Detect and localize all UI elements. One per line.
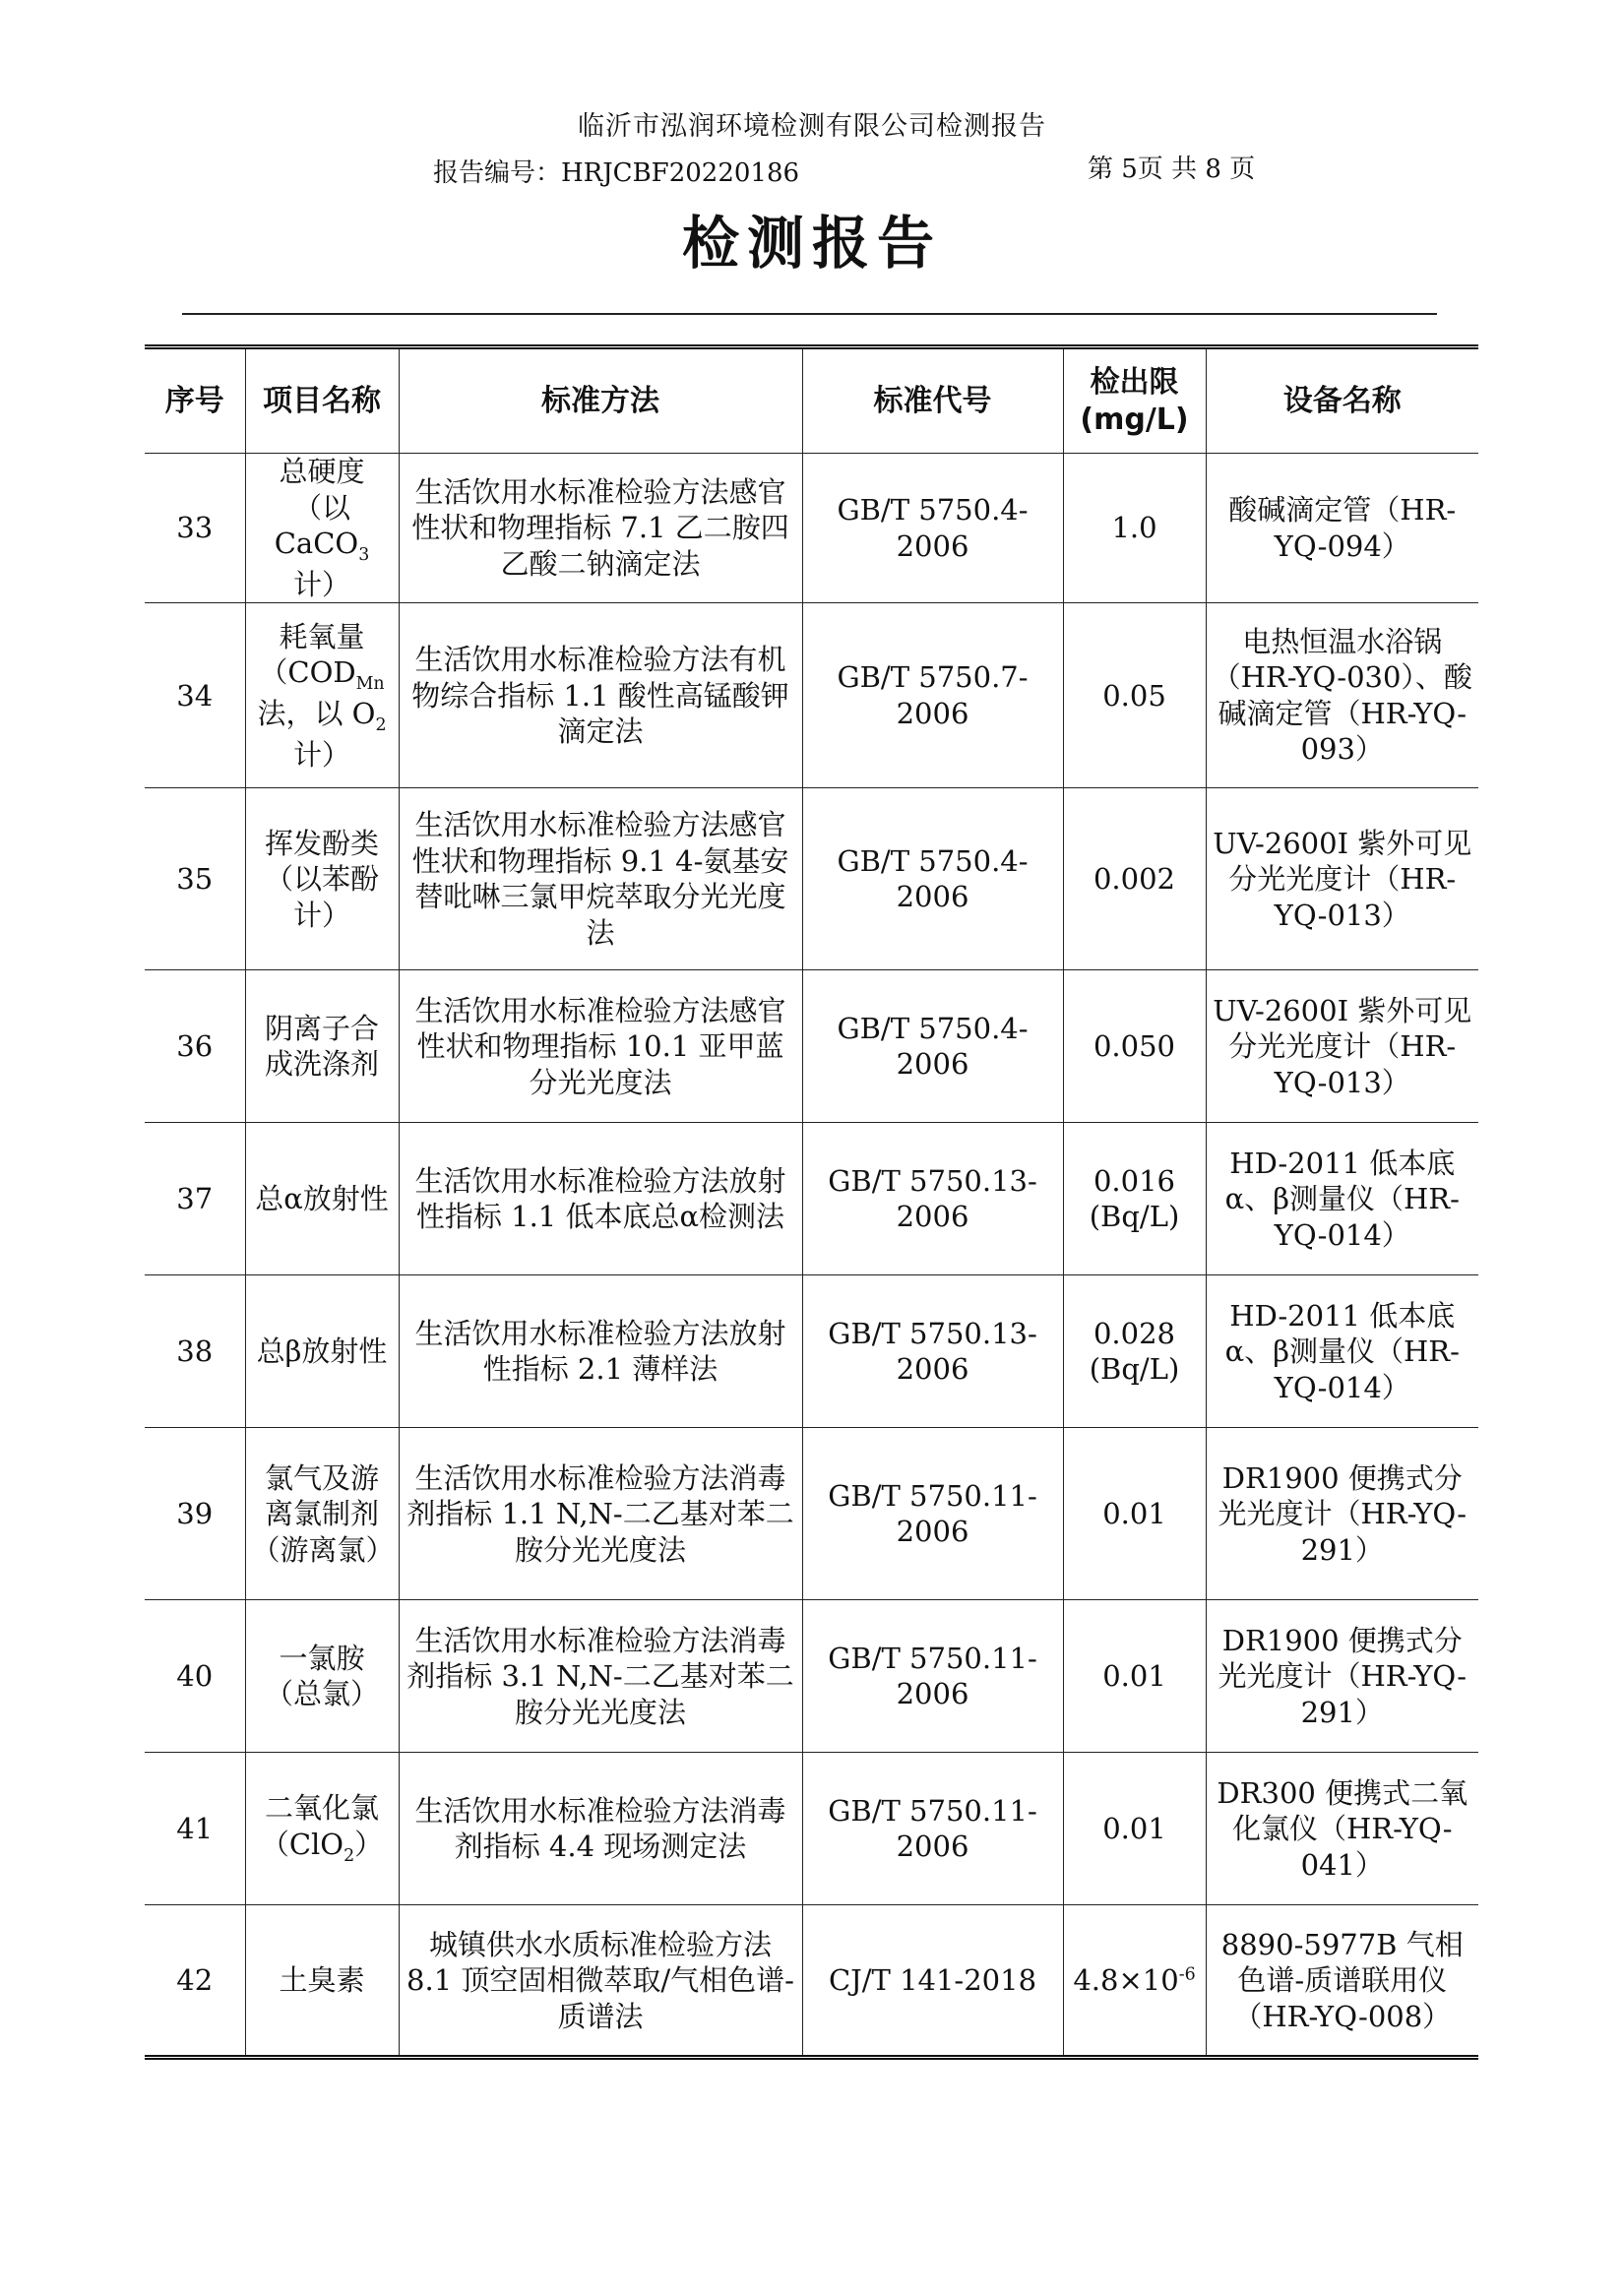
cell-limit bbox=[1063, 1905, 1206, 2058]
cell-item: 挥发酚类（以苯酚计） bbox=[245, 788, 399, 970]
cell-item bbox=[245, 454, 399, 603]
table-row bbox=[145, 1275, 1478, 1428]
cell-limit bbox=[1063, 603, 1206, 788]
header-equipment: 设备名称 bbox=[1206, 347, 1478, 454]
cell-equipment: UV-2600I 紫外可见分光光度计（HR-YQ-013） bbox=[1206, 788, 1478, 970]
limit-value: 0.01 bbox=[1102, 1497, 1166, 1531]
cell-item: 总α放射性 bbox=[245, 1123, 399, 1275]
limit-value: 0.01 bbox=[1102, 1659, 1166, 1694]
item-subscript: 2 bbox=[375, 714, 387, 735]
cell-seq: 34 bbox=[145, 603, 245, 788]
item-text: CaCO bbox=[274, 527, 359, 561]
cell-item: 阴离子合成洗涤剂 bbox=[245, 970, 399, 1123]
table-row bbox=[145, 970, 1478, 1123]
item-text: 法，以 O bbox=[257, 696, 376, 730]
limit-value: 0.002 bbox=[1093, 862, 1176, 897]
item-text: （ClO bbox=[260, 1827, 344, 1861]
limit-value: 0.050 bbox=[1093, 1029, 1176, 1064]
cell-limit bbox=[1063, 1600, 1206, 1753]
item-line bbox=[252, 526, 393, 602]
cell-equipment: DR1900 便携式分光光度计（HR-YQ-291） bbox=[1206, 1600, 1478, 1753]
header-code: 标准代号 bbox=[802, 347, 1063, 454]
item-line: 计） bbox=[292, 737, 350, 772]
cell-code: GB/T 5750.4-2006 bbox=[802, 788, 1063, 970]
cell-seq: 39 bbox=[145, 1428, 245, 1600]
limit-value bbox=[1070, 1962, 1200, 1999]
cell-seq: 38 bbox=[145, 1275, 245, 1428]
cell-seq: 33 bbox=[145, 454, 245, 603]
cell-equipment: DR300 便携式二氧化氯仪（HR-YQ-041） bbox=[1206, 1753, 1478, 1905]
table-row bbox=[145, 603, 1478, 788]
report-title: 检测报告 bbox=[681, 210, 942, 277]
cell-code: GB/T 5750.7-2006 bbox=[802, 603, 1063, 788]
item-line bbox=[252, 654, 393, 696]
table-row bbox=[145, 788, 1478, 970]
cell-method: 生活饮用水标准检验方法消毒剂指标 1.1 N,N-二乙基对苯二胺分光光度法 bbox=[399, 1428, 802, 1600]
cell-item bbox=[245, 603, 399, 788]
cell-limit bbox=[1063, 454, 1206, 603]
cell-method: 生活饮用水标准检验方法感官性状和物理指标 7.1 乙二胺四乙酸二钠滴定法 bbox=[399, 454, 802, 603]
item-subscript: Mn bbox=[355, 673, 385, 694]
limit-value: 0.05 bbox=[1102, 678, 1166, 713]
cell-code: GB/T 5750.11-2006 bbox=[802, 1600, 1063, 1753]
cell-equipment: 酸碱滴定管（HR-YQ-094） bbox=[1206, 454, 1478, 603]
item-subscript: 3 bbox=[358, 544, 370, 565]
cell-code: GB/T 5750.11-2006 bbox=[802, 1428, 1063, 1600]
cell-item: 总β放射性 bbox=[245, 1275, 399, 1428]
item-line bbox=[252, 696, 393, 737]
header-limit-unit: (mg/L) bbox=[1080, 402, 1189, 437]
header-limit-label: 检出限 bbox=[1090, 364, 1179, 400]
cell-item: 土臭素 bbox=[245, 1905, 399, 2058]
cell-item: 一氯胺（总氯） bbox=[245, 1600, 399, 1753]
test-methods-table bbox=[145, 344, 1478, 2060]
table-row bbox=[145, 1600, 1478, 1753]
cell-limit bbox=[1063, 970, 1206, 1123]
limit-value: 0.016 bbox=[1093, 1163, 1176, 1198]
cell-equipment: 8890-5977B 气相色谱-质谱联用仪（HR-YQ-008） bbox=[1206, 1905, 1478, 2058]
cell-seq: 36 bbox=[145, 970, 245, 1123]
cell-equipment: DR1900 便携式分光光度计（HR-YQ-291） bbox=[1206, 1428, 1478, 1600]
cell-method: 生活饮用水标准检验方法放射性指标 2.1 薄样法 bbox=[399, 1275, 802, 1428]
limit-value: 0.01 bbox=[1102, 1812, 1166, 1846]
cell-method: 生活饮用水标准检验方法感官性状和物理指标 9.1 4-氨基安替吡啉三氯甲烷萃取分光光度法 bbox=[399, 788, 802, 970]
cell-limit bbox=[1063, 1123, 1206, 1275]
limit-value: 0.028 bbox=[1093, 1316, 1176, 1350]
cell-code: GB/T 5750.4-2006 bbox=[802, 970, 1063, 1123]
cell-method: 生活饮用水标准检验方法消毒剂指标 3.1 N,N-二乙基对苯二胺分光光度法 bbox=[399, 1600, 802, 1753]
item-line bbox=[252, 1827, 393, 1868]
cell-seq: 42 bbox=[145, 1905, 245, 2058]
page-indicator: 第 5页 共 8 页 bbox=[1088, 155, 1256, 184]
cell-limit bbox=[1063, 1428, 1206, 1600]
cell-code: GB/T 5750.13-2006 bbox=[802, 1275, 1063, 1428]
cell-method: 生活饮用水标准检验方法有机物综合指标 1.1 酸性高锰酸钾滴定法 bbox=[399, 603, 802, 788]
cell-equipment: HD-2011 低本底α、β测量仪（HR-YQ-014） bbox=[1206, 1275, 1478, 1428]
header-limit bbox=[1063, 347, 1206, 454]
limit-unit: (Bq/L) bbox=[1089, 1200, 1180, 1234]
item-line: （以 bbox=[292, 490, 350, 525]
cell-method: 城镇供水水质标准检验方法 8.1 顶空固相微萃取/气相色谱-质谱法 bbox=[399, 1905, 802, 2058]
table-row bbox=[145, 1123, 1478, 1275]
table-row bbox=[145, 1905, 1478, 2058]
cell-method: 生活饮用水标准检验方法感官性状和物理指标 10.1 亚甲蓝分光光度法 bbox=[399, 970, 802, 1123]
cell-code: CJ/T 141-2018 bbox=[802, 1905, 1063, 2058]
limit-text: 4.8×10 bbox=[1073, 1963, 1179, 1998]
cell-limit bbox=[1063, 1275, 1206, 1428]
item-text: ） bbox=[354, 1827, 384, 1861]
limit-exponent: -6 bbox=[1178, 1964, 1196, 1985]
header-item: 项目名称 bbox=[245, 347, 399, 454]
cell-item: 氯气及游离氯制剂（游离氯） bbox=[245, 1428, 399, 1600]
report-number: 报告编号：HRJCBF20220186 bbox=[433, 158, 800, 188]
item-line: 总硬度 bbox=[279, 455, 365, 488]
cell-code: GB/T 5750.13-2006 bbox=[802, 1123, 1063, 1275]
cell-item bbox=[245, 1753, 399, 1905]
cell-seq: 37 bbox=[145, 1123, 245, 1275]
cell-equipment: HD-2011 低本底α、β测量仪（HR-YQ-014） bbox=[1206, 1123, 1478, 1275]
cell-seq: 41 bbox=[145, 1753, 245, 1905]
cell-limit bbox=[1063, 1753, 1206, 1905]
item-text: 计） bbox=[292, 567, 350, 601]
title-divider bbox=[182, 313, 1437, 315]
table-header-row bbox=[145, 347, 1478, 454]
limit-value: 1.0 bbox=[1111, 511, 1157, 545]
item-line: 二氧化氯 bbox=[264, 1791, 379, 1826]
company-report-header: 临沂市泓润环境检测有限公司检测报告 bbox=[578, 111, 1046, 142]
cell-code: GB/T 5750.11-2006 bbox=[802, 1753, 1063, 1905]
header-method: 标准方法 bbox=[399, 347, 802, 454]
table-row bbox=[145, 454, 1478, 603]
limit-unit: (Bq/L) bbox=[1089, 1352, 1180, 1387]
cell-limit bbox=[1063, 788, 1206, 970]
table-row bbox=[145, 1753, 1478, 1905]
header-seq: 序号 bbox=[145, 347, 245, 454]
item-line: 耗氧量 bbox=[279, 619, 365, 653]
cell-code: GB/T 5750.4-2006 bbox=[802, 454, 1063, 603]
table-row bbox=[145, 1428, 1478, 1600]
item-text: （COD bbox=[259, 655, 356, 690]
cell-method: 生活饮用水标准检验方法放射性指标 1.1 低本底总α检测法 bbox=[399, 1123, 802, 1275]
cell-equipment: 电热恒温水浴锅（HR-YQ-030）、酸碱滴定管（HR-YQ-093） bbox=[1206, 603, 1478, 788]
item-subscript: 2 bbox=[344, 1845, 355, 1866]
cell-method: 生活饮用水标准检验方法消毒剂指标 4.4 现场测定法 bbox=[399, 1753, 802, 1905]
cell-equipment: UV-2600I 紫外可见分光光度计（HR-YQ-013） bbox=[1206, 970, 1478, 1123]
cell-seq: 35 bbox=[145, 788, 245, 970]
cell-seq: 40 bbox=[145, 1600, 245, 1753]
